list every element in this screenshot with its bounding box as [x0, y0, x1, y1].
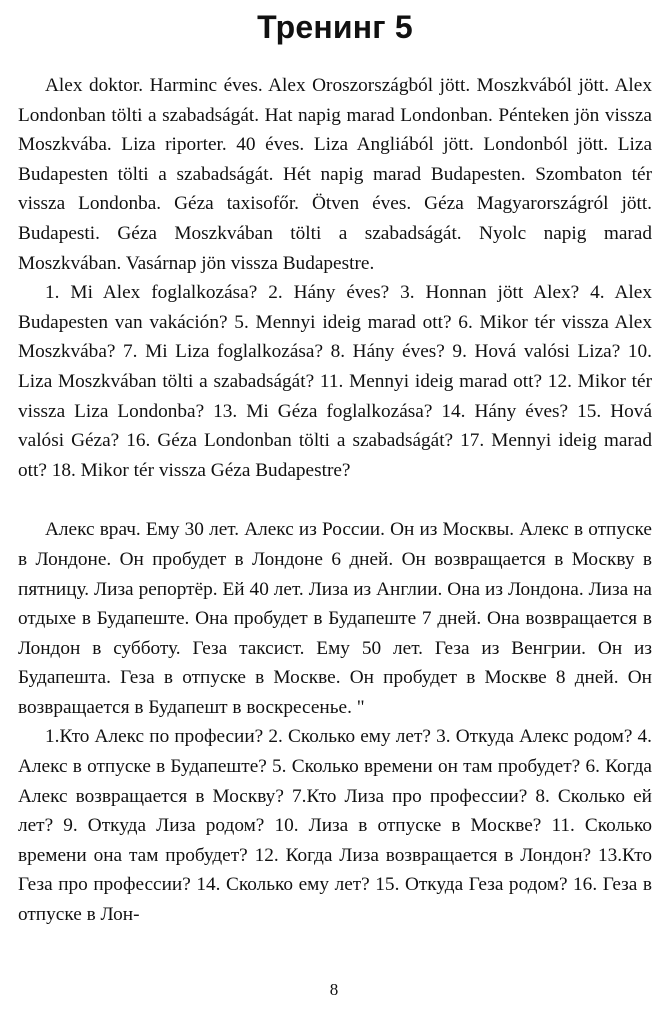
russian-questions-paragraph: 1.Кто Алекс по професии? 2. Сколько ему лет? 3. Откуда Алекс родом? 4. Алекс в отпуске в Будапеште? 5. Сколько времени он там пробудет? 6. Когда Алекс возвращается в Москву? 7.Кто Лиза про професcии? 8. Сколько ей лет? 9. Откуда Лиза родом? 10. Лиза в отпуске в Москве? 11. Сколько времени она там пробудет? 12. Когда Лиза возвращается в Лондон? 13.Кто Геза про професcии? 14. Сколько ему лет? 15. Откуда Геза родом? 16. Геза в отпуске в Лон- [18, 726, 652, 926]
russian-story-paragraph: Алекс врач. Ему 30 лет. Алекс из России. Он из Москвы. Алекс в отпуске в Лондоне. Он пробудет в Лондоне 6 дней. Он возвращается в Москву в пятницу. Лиза репортёр. Ей 40 лет. Лиза из Англии. Она из Лондона. Лиза на отдыхе в Будапеште. Она пробудет в Будапеште 7 дней. Она возвращается в Лондон в субботу. Геза таксист. Ему 50 лет. Геза из Венгрии. Он из Будапешта. Геза в отпуске в Москве. Он пробудет в Москве 8 дней. Он возвращается в Будапешт в воскресенье. " [18, 519, 652, 718]
page-title: Тренинг 5 [257, 9, 413, 45]
russian-section [18, 515, 652, 929]
hungarian-story-paragraph: Alex doktor. Harminc éves. Alex Oroszországból jött. Moszkvából jött. Alex Londonban tölti a szabadságát. Hat napig marad Londonban. Pénteken jön vissza Moszkvába. Liza riporter. 40 éves. Liza Angliából jött. Londonból jött. Liza Budapesten tölti a szabadságát. Hét napig marad Budapesten. Szombaton tér vissza Londonba. Géza taxisofőr. Ötven éves. Géza Magyarországról jött. Budapesti. Géza Moszkvában tölti a szabadságát. Nyolc napig marad Moszkvában. Vasárnap jön vissza Budapestre. [18, 75, 652, 274]
hungarian-questions-paragraph: 1. Mi Alex foglalkozása? 2. Hány éves? 3. Honnan jött Alex? 4. Alex Budapesten van vakáción? 5. Mennyi ideig marad ott? 6. Mikor tér vissza Alex Moszkvába? 7. Mi Liza foglalkozása? 8. Hány éves? 9. Hová valósi Liza? 10. Liza Moszkvában tölti a szabadságát? 11. Mennyi ideig marad ott? 12. Mikor tér vissza Liza Londonba? 13. Mi Géza foglalkozása? 14. Hány éves? 15. Hová valósi Géza? 16. Géza Londonban tölti a szabadságát? 17. Mennyi ideig marad ott? 18. Mikor tér vissza Géza Budapestre? [18, 282, 652, 481]
page-number: 8 [329, 980, 339, 999]
hungarian-section [18, 71, 652, 485]
